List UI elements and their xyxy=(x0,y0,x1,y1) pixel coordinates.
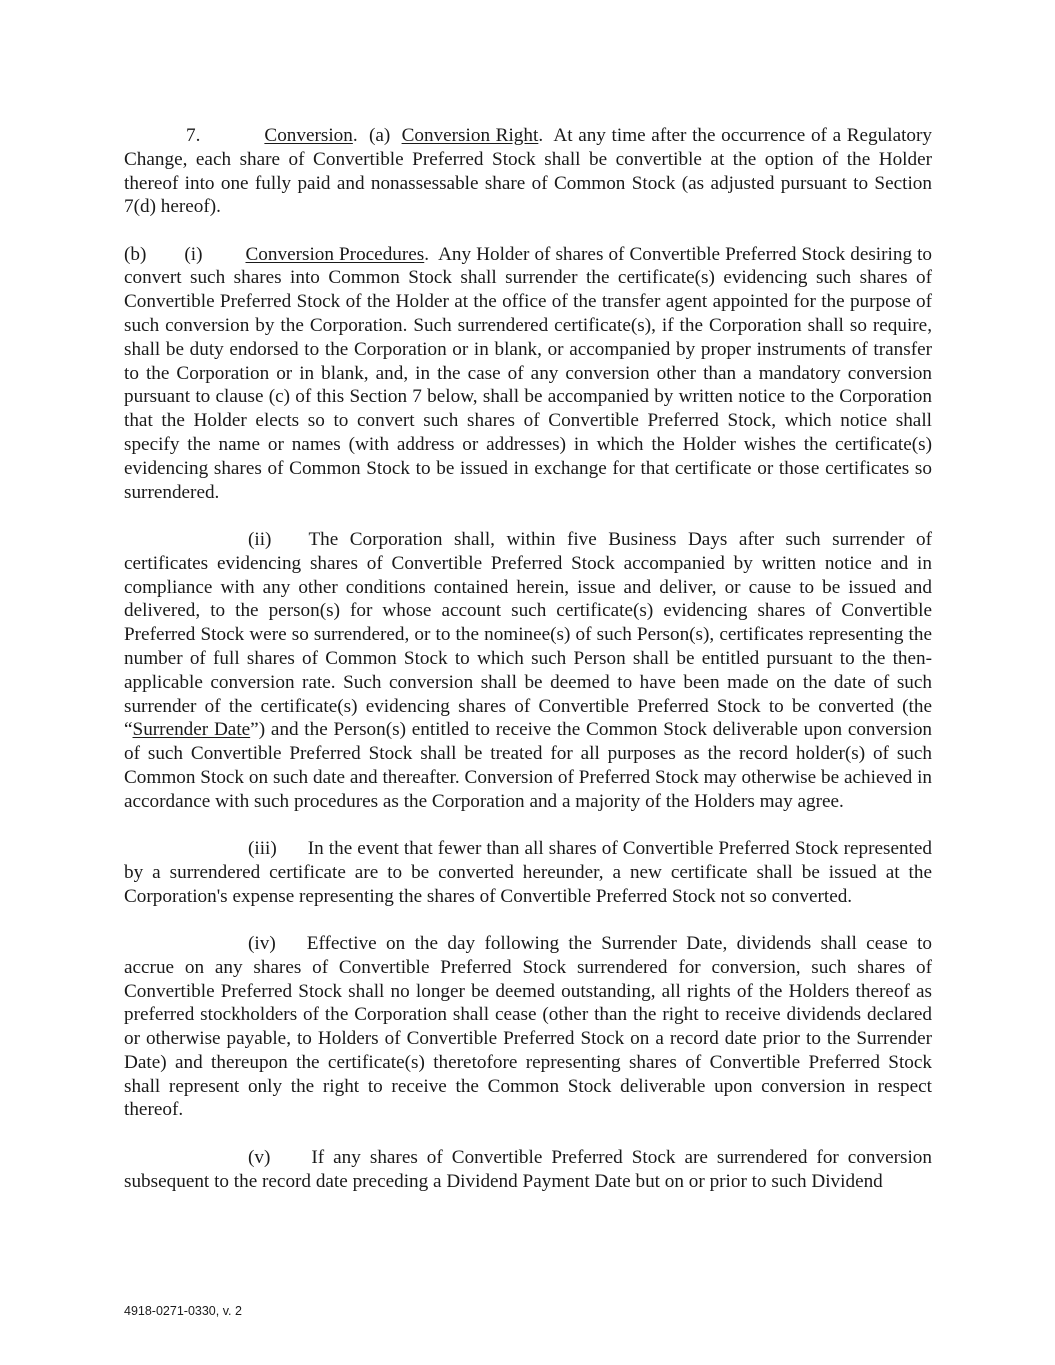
clause-ii-text-before: The Corporation shall, within five Business Days after such surrender of certificates evidencing shares of Convertible Preferred Stock accompanied by written notice and in compliance with any other conditions contained herein, issue and deliver, or cause to be issued and delivered, to the person(s) for whose account such certificate(s) evidencing shares of Convertible Preferred Stock were so surrendered, or to the nominee(s) of such Person(s), certificates representing the number of full shares of Common Stock to which such Person shall be entitled pursuant to the then-applicable conversion rate. Such conversion shall be deemed to have been made on the date of such surrender of the certificate(s) evidencing shares of Convertible Preferred Stock to be converted (the “ xyxy=(124,528,932,741)
paragraph-iii xyxy=(124,837,932,908)
clause-iv-label: (iv) xyxy=(248,932,276,954)
subsection-a-text: At any time after the occurrence of a Regulatory Change, each share of Convertible Preferred Stock shall be convertible at the option of the Holder thereof into one fully paid and nonassessable share of Common Stock (as adjusted pursuant to Section 7(d) hereof). xyxy=(124,125,932,218)
subsection-a-label: (a) xyxy=(368,125,391,146)
clause-i-heading: Conversion Procedures xyxy=(245,243,425,265)
paragraph-v xyxy=(124,1146,932,1194)
paragraph-7a: 7. Conversion. (a) Conversion Right. At any time after the occurrence of a Regulatory Change, each share of Convertible Preferred Stock shall be convertible at the option of the Holder thereof into one fully paid and nonassessable share of Common Stock (as adjusted pursuant to Section 7(d) hereof). xyxy=(124,125,932,218)
section-number: 7. xyxy=(186,125,201,146)
document-body xyxy=(124,124,932,1193)
clause-ii-label: (ii) xyxy=(248,528,272,550)
surrender-date-term: Surrender Date xyxy=(132,719,251,741)
section-heading: Conversion xyxy=(264,125,353,146)
clause-v-label: (v) xyxy=(248,1146,271,1168)
footer-document-id: 4918-0271-0330, v. 2 xyxy=(124,1304,242,1318)
subsection-a-heading: Conversion Right xyxy=(401,125,539,146)
paragraph-ii xyxy=(124,528,932,814)
clause-iii-text: In the event that fewer than all shares of Convertible Preferred Stock represented by a surrendered certificate are to be converted hereunder, a new certificate shall be issued at the Corporation's expense representing the shares of Convertible Preferred Stock not so converted. xyxy=(124,838,932,907)
clause-i-label: (i) xyxy=(184,243,203,265)
paragraph-b-i: (b) (i) Conversion Procedures. Any Holder of shares of Convertible Preferred Stock desiring to convert such shares into Common Stock shall surrender the certificate(s) evidencing such shares of Convertible Preferred Stock of the Holder at the office of the transfer agent appointed for the purpose of such conversion by the Corporation. Such surrendered certificate(s), if the Corporation shall so require, shall be duty endorsed to the Corporation or in blank, or accompanied by proper instruments of transfer to the Corporation or in blank, and, in the case of any conversion other than a mandatory conversion pursuant to clause (c) of this Section 7 below, shall be accompanied by written notice to the Corporation that the Holder elects so to convert such shares of Convertible Preferred Stock, which notice shall specify the name or names (with address or addresses) in which the Holder wishes the certificate(s) evidencing shares of Common Stock to be issued in exchange for that certificate or those certificates so surrendered. xyxy=(124,243,932,503)
paragraph-iv xyxy=(124,932,932,1122)
clause-iii-label: (iii) xyxy=(248,838,277,860)
subsection-b-label: (b) xyxy=(124,243,147,265)
clause-i-text: Any Holder of shares of Convertible Preferred Stock desiring to convert such shares into Common Stock shall surrender the certificate(s) evidencing such shares of Convertible Preferred Stock of the Holder at the office of the transfer agent appointed for the purpose of such conversion by the Corporation. Such surrendered certificate(s), if the Corporation shall so require, shall be duty endorsed to the Corporation or in blank, or accompanied by proper instruments of transfer to the Corporation or in blank, and, in the case of any conversion other than a mandatory conversion pursuant to clause (c) of this Section 7 below, shall be accompanied by written notice to the Corporation that the Holder elects so to convert such shares of Convertible Preferred Stock, which notice shall specify the name or names (with address or addresses) in which the Holder wishes the certificate(s) evidencing shares of Common Stock to be issued in exchange for that certificate or those certificates so surrendered. xyxy=(124,243,932,503)
clause-v-text: If any shares of Convertible Preferred Stock are surrendered for conversion subsequent to the record date preceding a Dividend Payment Date but on or prior to such Dividend xyxy=(124,1146,932,1192)
clause-ii-text-after: ”) and the Person(s) entitled to receive the Common Stock deliverable upon conversion of such Convertible Preferred Stock shall be treated for all purposes as the record holder(s) of such Common Stock on such date and thereafter. Conversion of Preferred Stock may otherwise be achieved in accordance with such procedures as the Corporation and a majority of the Holders may agree. xyxy=(124,719,933,812)
clause-iv-text: Effective on the day following the Surrender Date, dividends shall cease to accrue on any shares of Convertible Preferred Stock surrendered for conversion, such shares of Convertible Preferred Stock shall no longer be deemed outstanding, all rights of the Holders thereof as preferred stockholders of the Corporation shall cease (other than the right to receive dividends declared or otherwise payable, to Holders of Convertible Preferred Stock on a record date prior to the Surrender Date) and thereupon the certificate(s) theretofore representing shares of Convertible Preferred Stock shall represent only the right to receive the Common Stock deliverable upon conversion in respect thereof. xyxy=(124,932,932,1121)
